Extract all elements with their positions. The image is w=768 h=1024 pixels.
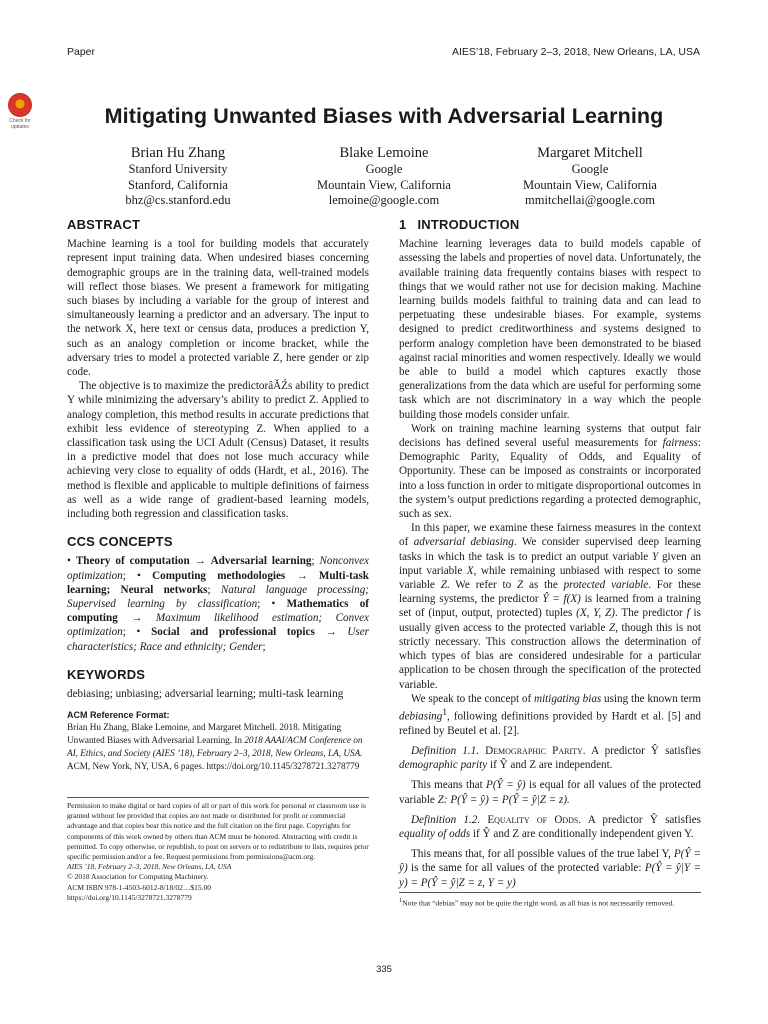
definition-text: is equal for all values of the protected variable — [399, 779, 701, 806]
ccs-heading: CCS CONCEPTS — [67, 534, 173, 550]
author-email[interactable]: mmitchellai@google.com — [525, 193, 655, 207]
author-location: Mountain View, California — [317, 177, 451, 192]
intro-text: In this paper, we examine these fairness measures in the context of — [399, 522, 701, 549]
math-var: X — [466, 564, 474, 577]
math-expression: P(Ŷ = ŷ|Y = y) = P(Ŷ = ŷ|Z = z, Y = y) — [399, 862, 701, 889]
definition-text: . A predictor Ŷ satisfies — [578, 813, 701, 826]
arrow-icon: → — [194, 555, 206, 568]
intro-text: is usually given access to the protected variable — [399, 607, 701, 634]
footnote-marker[interactable]: 1 — [442, 707, 447, 718]
left-column — [67, 218, 369, 772]
author-name: Brian Hu Zhang — [130, 145, 226, 161]
ccs-concepts: • Theory of computation → Adversarial learning; Nonconvex optimization; • Computing methodologies → Multi-task learning; Neural networks; Natural language processing; Supervised learning by classification; • Mathematics of computing → Maximum likelihood estimation; Convex optimization; • Social and professional topics → User characteristics; Race and ethnicity; Gender; — [67, 555, 369, 653]
definition-term: equality of odds — [399, 828, 471, 841]
ccs-term: Maximum likelihood estimation; Convex optimization — [67, 612, 369, 639]
section-number: 1 — [399, 217, 407, 232]
paper-title: Mitigating Unwanted Biases with Adversarial Learning — [104, 104, 664, 128]
permission-text: Permission to make digital or hard copies of all or part of this work for personal or classroom use is granted without fee provided that copies are not made or distributed for profit or commercial advantage and that copies bear this notice and the full citation on the first page. Copyrights for components of this work owned by others than ACM must be honored. Abstracting with credit is permitted. To copy otherwise, or republish, to post on servers or to redistribute to lists, requires prior specific permission and/or a fee. Request permissions from permissions@acm.org. — [67, 801, 369, 862]
author-email[interactable]: bhz@cs.stanford.edu — [125, 193, 231, 207]
definition-2 — [399, 813, 701, 841]
definition-term: demographic parity — [399, 759, 488, 772]
author-affiliation: Google — [365, 162, 403, 176]
ccs-term: User characteristics; Race and ethnicity; Gender — [67, 626, 369, 653]
intro-text: . We refer to — [446, 579, 518, 592]
definition-text: if Ŷ and Z are conditionally independent given Y. — [470, 828, 694, 841]
running-header-right: AIES’18, February 2–3, 2018, New Orleans, LA, USA — [451, 46, 700, 58]
intro-emphasis: adversarial debiasing — [413, 536, 514, 549]
abstract-heading: ABSTRACT — [67, 217, 141, 232]
definition-1-explanation — [399, 778, 701, 806]
author-name: Blake Lemoine — [339, 145, 429, 161]
math-expression: Z: P(Ŷ = ŷ) = P(Ŷ = ŷ|Z = z). — [437, 793, 570, 806]
abstract-paragraph-1: Machine learning is a tool for building models that accurately represent input training data. When undesired biases concerning demographic groups are in the training data, well-trained models will reflect those biases. We present a framework for mitigating such biases by including a variable for the group of interest and simultaneously learning a predictor and an adversary. The input to the network X, here text or census data, produces a prediction Y, such as an analogy completion or income bracket, while the adversary tries to model a protected variable Z, here gender or zip code. — [67, 238, 369, 379]
acm-reference-heading: ACM Reference Format: — [67, 710, 170, 721]
intro-text: using the known term — [601, 692, 701, 705]
author-block — [274, 144, 494, 209]
introduction-heading — [399, 218, 701, 232]
author-affiliation: Google — [571, 162, 609, 176]
definition-1 — [399, 744, 701, 772]
math-expression: Ŷ = f(X) — [542, 593, 581, 606]
intro-text: , while remaining unbiased with respect to some variable — [399, 564, 701, 592]
right-column — [399, 218, 701, 890]
reference-rest: ACM, New York, NY, USA, 6 pages. https://doi.org/10.1145/3278721.3278779 — [67, 760, 360, 771]
arrow-icon: → — [325, 626, 337, 639]
definition-name: Demographic Parity — [485, 745, 583, 758]
math-expression: P(Ŷ = ŷ) — [486, 779, 526, 792]
keywords-heading: KEYWORDS — [67, 666, 146, 682]
author-location: Mountain View, California — [523, 177, 657, 192]
permission-doi[interactable]: https://doi.org/10.1145/3278721.3278779 — [67, 892, 192, 902]
footnote-number: 1 — [399, 897, 403, 904]
intro-emphasis: protected variable — [563, 579, 649, 592]
intro-paragraph-1: Machine learning leverages data to build models capable of assessing the labels and properties of novel data. Unfortunately, the available training data frequently contains biases with respect to things that we would rather not use for decision making. Machine learning builds models faithful to training data and can lead to perpetuating these undesirable biases. For example, systems designed to predict creditworthiness and systems designed to perform analogy completion have been demonstrated to be biased against racial minorities and women respectively. Ideally we would be able to build a model which captures exactly those generalizations from the data which are useful for performing some task which are not discriminatory in a way which the people building those models consider unfair. — [399, 238, 701, 421]
ccs-term: Multi-task learning; Neural networks — [67, 569, 369, 596]
intro-text: , following definitions provided by Hardt et al. [5] and refined by Beutel et al. [2]. — [399, 710, 701, 737]
definition-name: Equality of Odds — [487, 813, 579, 826]
author-block — [68, 144, 288, 209]
intro-text: . We consider supervised deep learning tasks in which the task is to predict an output variable — [399, 536, 701, 563]
definition-text: This means that — [411, 779, 487, 792]
permission-conference: AIES ’18, February 2–3, 2018, New Orleans, LA, USA — [67, 862, 232, 872]
ccs-term: Theory of computation — [75, 555, 190, 568]
arrow-icon: → — [296, 569, 308, 582]
acm-reference-body — [67, 721, 369, 772]
author-affiliation: Stanford University — [128, 162, 228, 176]
intro-text: : Demographic Parity, Equality of Odds, and Equality of Opportunity. These can be imposed as constraints or incorporated into a loss function in order to mitigate disproportional outcomes in the system’s output predictions regarding a protected demographic, such as sex. — [399, 437, 701, 521]
ccs-term: Mathematics of computing — [67, 598, 369, 625]
definition-text: if Ŷ and Z are independent. — [487, 759, 613, 772]
definition-label: Definition 1.1. — [411, 745, 479, 758]
arrow-icon: → — [131, 612, 143, 625]
intro-paragraph-2 — [399, 422, 701, 521]
definition-text: is the same for all values of the protected variable: — [407, 862, 645, 875]
intro-text: given an input variable — [399, 550, 701, 577]
intro-text: , though this is not strictly necessary. This construction allows the determination of which types of bias are considered undesirable for a particular application to be chosen through the specification of the protected variable. — [399, 621, 701, 691]
math-var: Y — [652, 550, 659, 563]
definition-text: . A predictor Ŷ satisfies — [582, 745, 701, 758]
keywords-text: debiasing; unbiasing; adversarial learning; multi-task learning — [67, 688, 344, 701]
badge-caption: Check for updates — [9, 118, 31, 130]
ccs-term: Computing methodologies — [152, 569, 286, 582]
ccs-term: Natural language processing; Supervised learning by classification — [67, 583, 369, 611]
intro-paragraph-3 — [399, 521, 701, 691]
math-expression: (X, Y, Z) — [576, 607, 615, 620]
math-var: Z — [517, 579, 524, 592]
permission-notice — [67, 797, 369, 903]
ccs-term: Adversarial learning — [210, 555, 312, 568]
author-name: Margaret Mitchell — [537, 145, 643, 161]
intro-text: as the — [523, 579, 564, 592]
definition-2-explanation — [399, 847, 701, 890]
ccs-term: Social and professional topics — [151, 626, 315, 639]
intro-paragraph-4 — [399, 692, 701, 738]
math-var: Z — [440, 579, 447, 592]
reference-authors: Brian Hu Zhang, Blake Lemoine, and Margaret Mitchell. 2018. Mitigating Unwanted Biases with Adversarial Learning. In — [67, 722, 342, 746]
running-header-left: Paper — [67, 46, 96, 58]
permission-copyright: © 2018 Association for Computing Machinery. — [67, 872, 209, 882]
intro-text: . The predictor — [614, 607, 687, 620]
page-number: 335 — [376, 964, 392, 975]
intro-text: Work on training machine learning systems that output fair decisions has defined several useful measurements for — [399, 422, 701, 450]
intro-text: is learned from a training set of (input, output, protected) tuples — [399, 593, 702, 620]
math-var: f — [686, 607, 690, 620]
footnote-text: Note that “debias” may not be quite the right word, as all bias is not necessarily removed. — [402, 898, 675, 908]
intro-emphasis: mitigating bias — [534, 692, 602, 705]
footnote — [399, 892, 701, 909]
reference-venue: 2018 AAAI/ACM Conference on AI, Ethics, and Society (AIES ’18), February 2–3, 2018, New Orleans, LA, USA. — [67, 735, 363, 758]
intro-emphasis: debiasing — [399, 710, 443, 723]
definition-label: Definition 1.2. — [411, 813, 481, 826]
definition-text: This means that, for all possible values of the true label Y, — [411, 848, 674, 861]
permission-isbn: ACM ISBN 978-1-4503-6012-8/18/02…$15.00 — [67, 882, 211, 892]
intro-text: . For these learning systems, the predictor — [399, 579, 701, 606]
author-email[interactable]: lemoine@google.com — [328, 193, 440, 207]
ccs-term: Nonconvex optimization — [67, 555, 369, 582]
intro-emphasis: fairness — [662, 437, 698, 450]
author-block — [480, 144, 700, 209]
abstract-paragraph-2: The objective is to maximize the predictorâĂŹs ability to predict Y while minimizing the adversary’s ability to predict Z. Applied to analogy completion, this method results in accurate predictions that exhibit less evidence of stereotyping Z. When applied to a classification task using the UCI Adult (Census) Dataset, it results in a predictive model that does not lose much accuracy while achieving very close to equality of odds (Hardt, et al., 2016). The method is flexible and applicable to multiple definitions of fairness as well as a wide range of gradient-based learning models, including both regression and classification tasks. — [67, 380, 369, 521]
section-title: INTRODUCTION — [417, 217, 520, 232]
math-var: Z — [609, 621, 616, 634]
intro-text: We speak to the concept of — [411, 692, 535, 705]
author-location: Stanford, California — [128, 177, 228, 192]
math-expression: P(Ŷ = ŷ) — [399, 848, 702, 875]
